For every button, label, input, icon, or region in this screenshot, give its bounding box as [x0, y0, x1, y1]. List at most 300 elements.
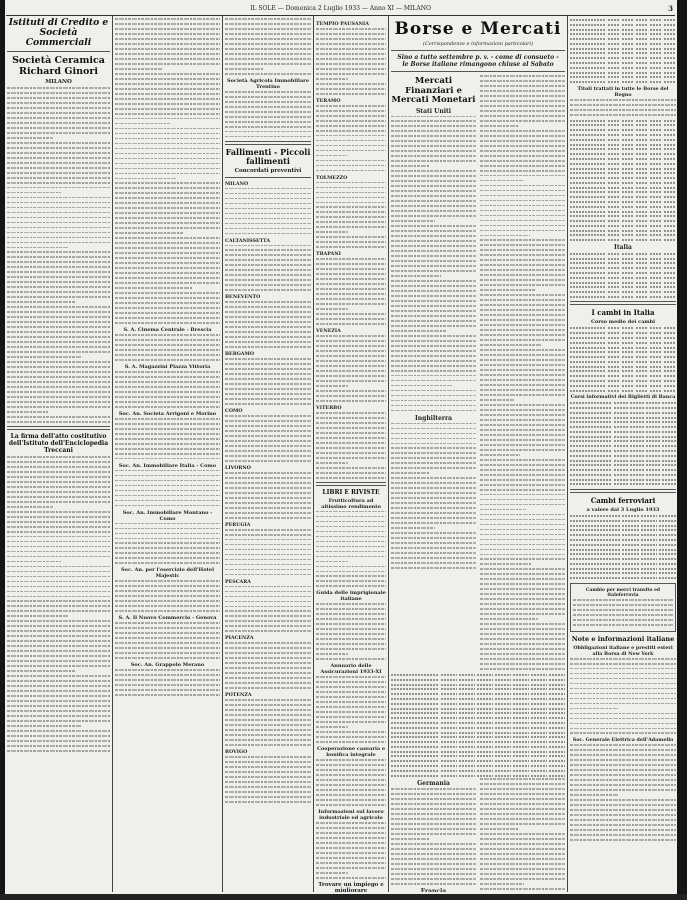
table-cell [641, 529, 658, 531]
table-cell [664, 76, 676, 78]
text-line [480, 558, 565, 560]
text-line [7, 571, 110, 573]
text-line [480, 344, 542, 346]
table-row [570, 133, 676, 137]
table-cell [622, 196, 634, 198]
text-line [7, 316, 110, 318]
text-line [316, 842, 386, 844]
text-line [480, 783, 565, 785]
text-line [115, 490, 220, 492]
text-line [480, 210, 565, 212]
table-row [570, 538, 676, 542]
table-cell [549, 746, 565, 748]
text-line [570, 104, 676, 106]
text-line [115, 118, 220, 120]
text-line [480, 364, 565, 366]
table-cell [622, 390, 634, 392]
text-line [316, 427, 386, 429]
table-cell [495, 755, 511, 757]
table-cell [614, 426, 628, 428]
notice-body [316, 335, 386, 402]
text-line [115, 168, 220, 170]
text-line [316, 847, 386, 849]
text-line [7, 546, 110, 548]
text-line [7, 386, 110, 388]
text-line [316, 462, 348, 464]
text-line [570, 819, 676, 821]
table-cell [662, 479, 676, 481]
text-line [316, 872, 348, 874]
table-cell [614, 469, 628, 471]
text-line [316, 197, 386, 199]
masthead-city: MILANO [403, 5, 431, 12]
table-cell [650, 327, 662, 329]
text-line [316, 278, 386, 280]
table-cell [608, 48, 620, 50]
text-line [225, 756, 311, 758]
table-row [570, 167, 676, 171]
table-cell [662, 417, 676, 419]
table-row [570, 271, 676, 275]
text-line [115, 38, 220, 40]
text-line [480, 314, 565, 316]
divider [316, 482, 386, 486]
table-cell [570, 129, 606, 131]
text-line [480, 778, 565, 780]
table-cell [659, 515, 676, 517]
text-line [115, 371, 220, 373]
text-line [570, 658, 676, 660]
table-cell [622, 351, 634, 353]
article-body [573, 599, 673, 626]
table-cell [646, 431, 660, 433]
table-cell [513, 688, 529, 690]
text-line [570, 779, 676, 781]
text-line [316, 58, 386, 60]
text-line [7, 296, 110, 298]
table-cell [646, 469, 660, 471]
text-line [225, 502, 311, 504]
text-line [316, 784, 386, 786]
table-cell [636, 356, 648, 358]
table-cell [495, 717, 511, 719]
table-cell [459, 684, 475, 686]
table-cell [622, 342, 634, 344]
text-line [115, 600, 220, 602]
text-line [115, 448, 220, 450]
text-line [316, 511, 386, 513]
text-line [115, 43, 220, 45]
text-line [480, 409, 565, 411]
table-cell [659, 525, 676, 527]
table-cell [570, 62, 606, 64]
table-cell [622, 525, 639, 527]
text-line [391, 335, 476, 337]
text-line [391, 482, 476, 484]
text-line [316, 145, 386, 147]
table-cell [664, 201, 676, 203]
text-line [7, 690, 110, 692]
table-row [570, 459, 676, 463]
table-cell [630, 402, 644, 404]
table-cell [477, 674, 493, 676]
text-line [115, 267, 220, 269]
text-line [316, 182, 386, 184]
table-row [570, 420, 676, 424]
table-cell [664, 62, 676, 64]
text-line [480, 424, 565, 426]
text-line [225, 766, 311, 768]
table-row [570, 524, 676, 528]
table-cell [549, 712, 565, 714]
text-line [316, 653, 348, 655]
text-line [115, 344, 220, 346]
table-cell [662, 426, 676, 428]
text-line [7, 326, 110, 328]
text-line [115, 418, 220, 420]
text-line [115, 88, 220, 90]
text-line [7, 147, 110, 149]
text-line [316, 822, 386, 824]
table-row [391, 769, 565, 773]
text-line [316, 696, 386, 698]
table-row [391, 687, 565, 691]
table-row [570, 411, 676, 415]
article-title: Cooperazione casearia e bonifica integrale [316, 746, 386, 759]
text-line [115, 622, 220, 624]
text-line [115, 113, 220, 115]
table-cell [646, 436, 660, 438]
text-line [316, 711, 386, 713]
table-cell [641, 563, 658, 565]
table-cell [570, 426, 612, 428]
text-line [225, 346, 311, 348]
article-body [480, 778, 565, 892]
table-cell [608, 38, 620, 40]
article-body [316, 676, 386, 743]
table-cell [650, 230, 662, 232]
table-cell [659, 549, 676, 551]
text-line [225, 455, 311, 457]
text-line [115, 187, 220, 189]
text-line [480, 399, 514, 401]
text-line [573, 614, 673, 616]
text-line [316, 390, 386, 392]
text-line [316, 467, 386, 469]
text-line [316, 63, 386, 65]
table-cell [459, 717, 475, 719]
table-cell [630, 407, 644, 409]
table-cell [570, 191, 606, 193]
table-cell [650, 337, 662, 339]
table-cell [614, 421, 628, 423]
text-line [480, 658, 565, 660]
table-cell [630, 460, 644, 462]
text-line [391, 270, 476, 272]
table-cell [608, 366, 620, 368]
table-cell [662, 440, 676, 442]
borse-subcol-right [480, 778, 565, 892]
table-row [570, 238, 676, 242]
table-cell [650, 144, 662, 146]
table-cell [570, 230, 606, 232]
table-cell [636, 296, 648, 298]
table-cell [630, 483, 644, 485]
text-line [391, 497, 476, 499]
table-cell [477, 755, 493, 757]
table-cell [636, 220, 648, 222]
table-cell [636, 172, 648, 174]
table-cell [622, 332, 634, 334]
table-cell [636, 67, 648, 69]
text-line [115, 339, 220, 341]
text-line [115, 237, 220, 239]
table-row [570, 233, 676, 237]
text-line [115, 376, 220, 378]
table-row [570, 229, 676, 233]
text-line [225, 218, 311, 220]
table-cell [650, 168, 662, 170]
text-line [316, 681, 386, 683]
text-line [115, 73, 220, 75]
text-line [7, 396, 110, 398]
table-cell [608, 134, 620, 136]
text-line [225, 724, 311, 726]
text-line [391, 355, 476, 357]
table-cell [608, 342, 620, 344]
article-title: Trovare un impiego e migliorare [318, 881, 384, 892]
text-line [225, 126, 311, 128]
table-cell [441, 674, 457, 676]
table-row [570, 143, 676, 147]
text-line [316, 686, 386, 688]
table-cell [636, 282, 648, 284]
table-cell [622, 291, 634, 293]
table-cell [650, 262, 662, 264]
table-cell [608, 370, 620, 372]
table-cell [391, 703, 439, 705]
text-line [480, 404, 565, 406]
headline-fallimenti: Fallimenti - Piccoli fallimenti [225, 146, 311, 166]
text-line [316, 799, 386, 801]
text-line [316, 804, 386, 806]
table-cell [650, 258, 662, 260]
text-line [225, 53, 311, 55]
text-line [225, 534, 311, 536]
table-cell [630, 445, 644, 447]
text-line [115, 423, 220, 425]
table-cell [570, 544, 620, 546]
data-table [570, 326, 676, 392]
text-line [316, 457, 386, 459]
text-line [316, 580, 386, 582]
text-line [115, 669, 220, 671]
text-line [316, 206, 386, 208]
text-line [225, 497, 311, 499]
table-cell [459, 755, 475, 757]
text-line [115, 182, 220, 184]
table-cell [570, 19, 606, 21]
table-cell [570, 351, 606, 353]
text-line [480, 160, 565, 162]
table-cell [664, 19, 676, 21]
text-line [115, 173, 220, 175]
text-line [391, 873, 476, 875]
text-line [225, 791, 311, 793]
masthead-line: IL SOLE — Domenica 2 Luglio 1933 — Anno XI — MILANO [250, 5, 431, 12]
table-cell [659, 529, 676, 531]
table-cell [664, 24, 676, 26]
text-line [391, 487, 476, 489]
text-line [316, 298, 386, 300]
text-line [570, 744, 676, 746]
text-line [570, 713, 676, 715]
table-cell [664, 291, 676, 293]
table-cell [391, 693, 439, 695]
table-cell [477, 708, 493, 710]
table-cell [650, 139, 662, 141]
text-line [7, 685, 110, 687]
text-line [225, 596, 311, 598]
table-cell [650, 19, 662, 21]
text-line [115, 277, 220, 279]
table-cell [664, 72, 676, 74]
table-cell [570, 436, 612, 438]
text-line [391, 833, 476, 835]
table-cell [622, 539, 639, 541]
text-line [480, 608, 565, 610]
table-cell [531, 674, 547, 676]
city-heading: POTENZA [225, 692, 252, 699]
table-cell [636, 262, 648, 264]
text-line [7, 591, 110, 593]
table-cell [608, 153, 620, 155]
text-line [391, 863, 476, 865]
table-row [570, 468, 676, 472]
text-line [316, 130, 386, 132]
text-line [225, 198, 311, 200]
text-line [570, 794, 618, 796]
text-line [391, 527, 435, 529]
text-line [225, 714, 311, 716]
divider [391, 71, 565, 72]
notice-body [316, 105, 386, 172]
text-line [225, 131, 311, 133]
text-line [480, 180, 524, 182]
text-line [391, 410, 476, 412]
table-cell [459, 698, 475, 700]
notice-body [115, 470, 220, 507]
text-line [225, 321, 311, 323]
text-line [316, 769, 386, 771]
headline-ginori: Società Ceramica Richard Ginori [12, 55, 105, 77]
table-cell [549, 741, 565, 743]
table-cell [513, 736, 529, 738]
table-cell [531, 703, 547, 705]
text-line [225, 564, 311, 566]
table-cell [650, 177, 662, 179]
text-line [480, 304, 565, 306]
text-line [225, 274, 311, 276]
table-cell [641, 549, 658, 551]
text-line [480, 359, 565, 361]
text-line [480, 309, 565, 311]
text-line [7, 640, 110, 642]
table-cell [636, 187, 648, 189]
table-cell [570, 43, 606, 45]
table-cell [622, 134, 634, 136]
table-cell [531, 679, 547, 681]
table-cell [441, 722, 457, 724]
table-cell [477, 770, 493, 772]
table-cell [608, 139, 620, 141]
table-cell [650, 253, 662, 255]
text-line [316, 857, 386, 859]
text-line [480, 294, 565, 296]
text-line [7, 496, 110, 498]
text-line [480, 130, 565, 132]
divider [391, 50, 565, 51]
table-cell [608, 258, 620, 260]
table-cell [441, 736, 457, 738]
text-line [480, 788, 565, 790]
table-cell [477, 732, 493, 734]
text-line [480, 339, 565, 341]
text-line [316, 741, 386, 743]
table-cell [622, 158, 634, 160]
table-cell [664, 148, 676, 150]
text-line [316, 241, 386, 243]
text-line [225, 58, 311, 60]
table-cell [664, 234, 676, 236]
table-row [570, 401, 676, 405]
city-list [316, 21, 386, 479]
table-row [391, 711, 565, 715]
table-cell [608, 356, 620, 358]
table-cell [513, 708, 529, 710]
table-cell [650, 342, 662, 344]
table-cell [513, 770, 529, 772]
text-line [225, 477, 311, 479]
city-heading: TEMPIO PAUSANIA [316, 21, 369, 27]
table-cell [622, 327, 634, 329]
text-line [480, 883, 524, 885]
text-line [316, 360, 386, 362]
table-cell [570, 206, 606, 208]
compra-title: Cambio per merci transito ed italoferrovia [585, 587, 661, 598]
table-cell [636, 239, 648, 241]
text-line [480, 554, 565, 556]
text-line [391, 310, 476, 312]
table-cell [636, 120, 648, 122]
text-line [391, 532, 476, 534]
table-cell [664, 81, 676, 83]
text-line [7, 461, 110, 463]
table-cell [641, 515, 658, 517]
text-line [7, 311, 110, 313]
text-line [391, 405, 476, 407]
text-line [115, 207, 220, 209]
text-line [7, 625, 110, 627]
table-cell [636, 234, 648, 236]
table-cell [477, 679, 493, 681]
table-cell [664, 139, 676, 141]
table-cell [622, 361, 634, 363]
table-cell [477, 760, 493, 762]
text-line [225, 667, 311, 669]
text-line [225, 606, 311, 608]
text-line [115, 292, 220, 294]
